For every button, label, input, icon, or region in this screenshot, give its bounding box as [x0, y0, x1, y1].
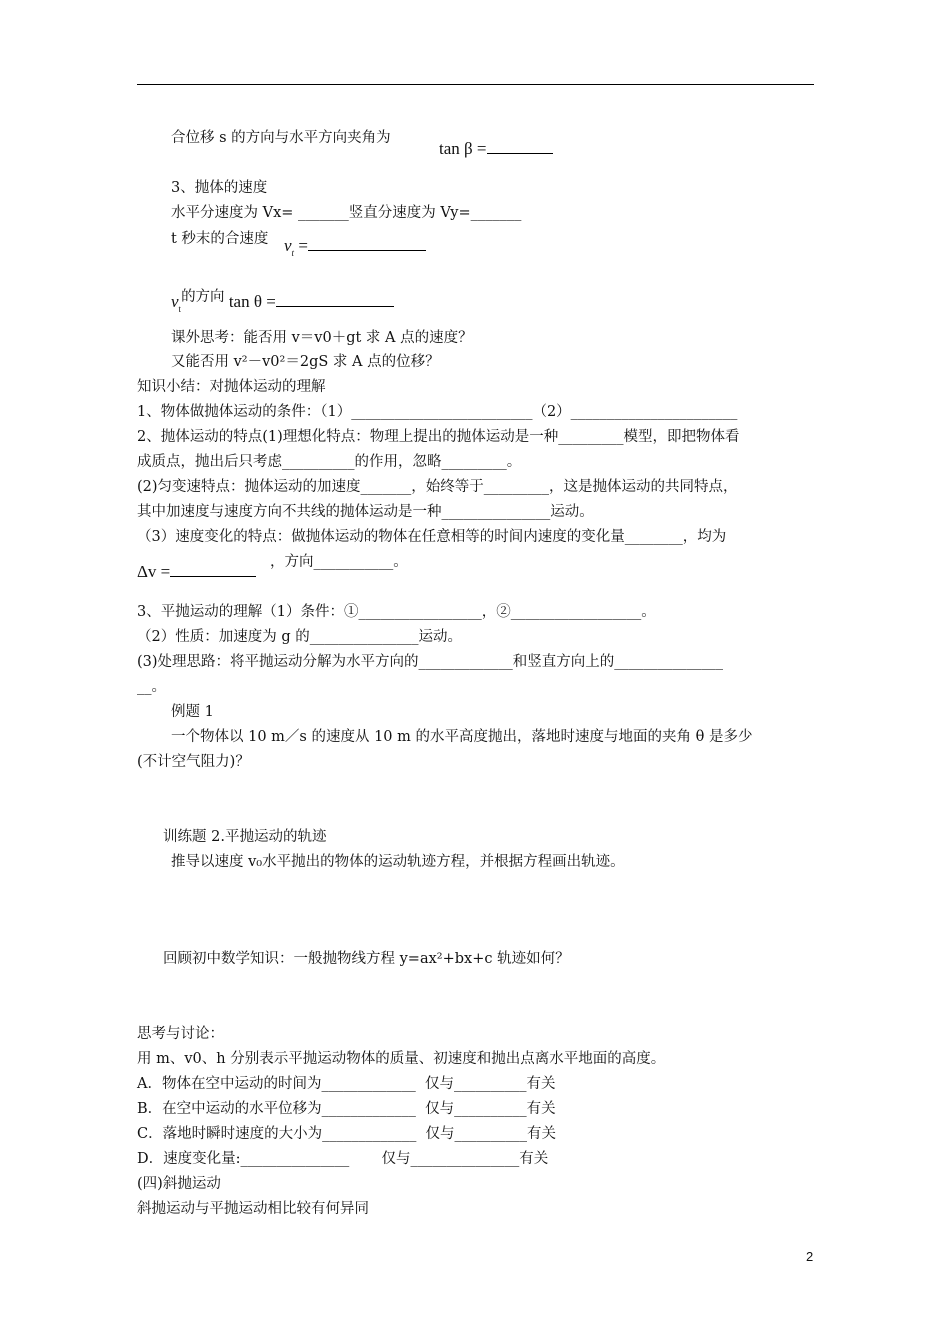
- discussion-title: 思考与讨论：: [137, 1026, 224, 1042]
- example-question-cont: (不计空气阻力)？: [137, 754, 250, 770]
- formula-delta-v: Δv =: [137, 562, 256, 581]
- line-16: （3）速度变化的特点：做抛体运动的物体在任意相等的时间内速度的变化量________，均为: [137, 529, 727, 545]
- line-20: （2）性质：加速度为 g 的_______________运动。: [137, 629, 462, 645]
- line-4: 水平分速度为 Vx= _______竖直分速度为 Vy=_______: [171, 205, 522, 221]
- line-9: 又能否用 v²－v0²＝2gS 求 A 点的位移？: [171, 354, 440, 370]
- review-question: 回顾初中数学知识：一般抛物线方程 y=ax²+bx+c 轨迹如何？: [163, 951, 570, 967]
- example-title: 例题 1: [171, 704, 214, 720]
- line-19: 3、平抛运动的理解（1）条件：①_________________，②__________________。: [137, 604, 656, 620]
- line-5: t 秒末的合速度: [171, 231, 269, 247]
- section-4-title: (四)斜抛运动: [137, 1176, 221, 1192]
- line-22: __。: [137, 679, 166, 695]
- line-18: ，方向___________。: [270, 554, 408, 570]
- page-number: 2: [806, 1249, 814, 1264]
- line-1: 合位移 s 的方向与水平方向夹角为: [171, 130, 391, 146]
- line-13: 成质点，抛出后只考虑__________的作用，忽略_________。: [137, 454, 522, 470]
- line-8: 课外思考：能否用 v＝v0＋gt 求 A 点的速度？: [171, 330, 473, 346]
- formula-vt-direction: $v_t$的方向 tan θ =: [171, 288, 394, 318]
- formula-vt: $v_t$ =: [284, 236, 426, 262]
- line-11: 1、物体做抛体运动的条件：（1）_________________________（2）_______________________: [137, 404, 738, 420]
- discussion-intro: 用 m、v0、h 分别表示平抛运动物体的质量、初速度和抛出点离水平地面的高度。: [137, 1051, 666, 1067]
- exercise-text: 推导以速度 v₀水平抛出的物体的运动轨迹方程，并根据方程画出轨迹。: [171, 854, 625, 870]
- option-c: C．落地时瞬时速度的大小为_____________ 仅与__________有关: [137, 1126, 557, 1142]
- option-b: B．在空中运动的水平位移为_____________ 仅与__________有关: [137, 1101, 556, 1117]
- line-3: 3、抛体的速度: [171, 180, 268, 196]
- summary-title: 知识小结：对抛体运动的理解: [137, 379, 326, 395]
- line-14: (2)匀变速特点：抛体运动的加速度_______，始终等于_________，这是抛体运动的共同特点，: [137, 479, 738, 495]
- option-d: D．速度变化量:_______________ 仅与_______________有关: [137, 1151, 549, 1167]
- header-rule: [137, 84, 814, 85]
- option-a: A．物体在空中运动的时间为_____________ 仅与__________有关: [137, 1076, 556, 1092]
- section-4-question: 斜抛运动与平抛运动相比较有何异同: [137, 1201, 369, 1217]
- exercise-title: 训练题 2.平抛运动的轨迹: [163, 829, 327, 845]
- formula-tan-beta: tan β =: [439, 139, 553, 158]
- example-question: 一个物体以 10 m／s 的速度从 10 m 的水平高度抛出，落地时速度与地面的夹角 θ 是多少: [171, 729, 753, 745]
- line-12: 2、抛体运动的特点(1)理想化特点：物理上提出的抛体运动是一种_________模型，即把物体看: [137, 429, 740, 445]
- line-21: (3)处理思路：将平抛运动分解为水平方向的_____________和竖直方向上的_______________: [137, 654, 724, 670]
- line-15: 其中加速度与速度方向不共线的抛体运动是一种_______________运动。: [137, 504, 594, 520]
